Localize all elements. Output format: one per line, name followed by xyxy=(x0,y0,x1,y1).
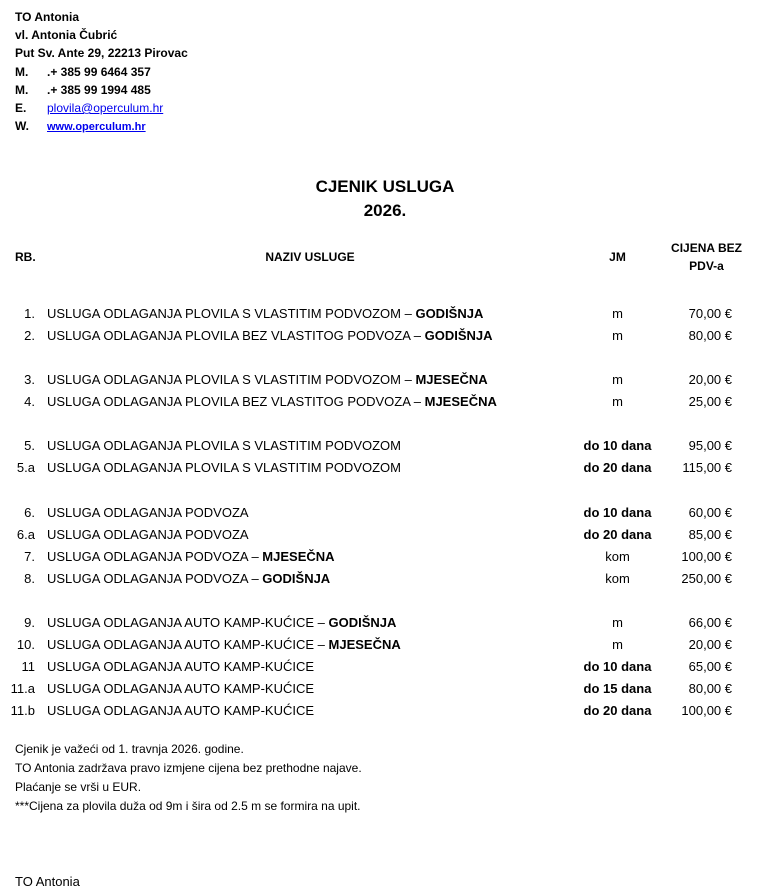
table-row xyxy=(0,436,762,456)
price: 60,00 € xyxy=(688,505,732,520)
table-row xyxy=(0,657,762,677)
service-period: GODIŠNJA xyxy=(424,328,493,343)
price: 85,00 € xyxy=(688,527,732,542)
service-name-text: USLUGA ODLAGANJA PODVOZA – xyxy=(47,549,263,564)
phone-2-label: M. xyxy=(15,82,29,97)
unit-of-measure: do 15 dana xyxy=(583,681,652,696)
column-header-rb: RB. xyxy=(15,250,36,264)
service-name xyxy=(47,326,493,346)
service-period: MJESEČNA xyxy=(415,372,488,387)
service-name xyxy=(47,657,314,677)
row-number: 8. xyxy=(24,571,35,586)
table-row xyxy=(0,679,762,699)
unit-of-measure: m xyxy=(612,615,623,630)
web-label: W. xyxy=(15,119,29,134)
phone-2 xyxy=(15,81,188,99)
note-large-vessels: ***Cijena za plovila duža od 9m i šira od 2.5 m se formira na upit. xyxy=(15,799,361,813)
price: 250,00 € xyxy=(681,571,732,586)
service-name xyxy=(47,304,483,324)
service-name xyxy=(47,701,314,721)
phone-1-number: .+ 385 99 6464 357 xyxy=(47,64,151,79)
row-number: 10. xyxy=(16,637,35,652)
price: 100,00 € xyxy=(681,703,732,718)
company-header xyxy=(15,8,188,136)
table-row xyxy=(0,613,762,633)
owner-name: vl. Antonia Čubrić xyxy=(15,28,118,43)
service-period: MJESEČNA xyxy=(262,549,335,564)
website-link[interactable]: www.operculum.hr xyxy=(47,121,146,134)
service-period: MJESEČNA xyxy=(424,394,497,409)
service-name-text: USLUGA ODLAGANJA AUTO KAMP-KUĆICE – xyxy=(47,637,329,652)
unit-of-measure: m xyxy=(612,306,623,321)
table-row xyxy=(0,547,762,567)
service-name xyxy=(47,679,314,699)
service-period: GODIŠNJA xyxy=(328,615,397,630)
unit-of-measure: do 10 dana xyxy=(583,659,652,674)
service-name xyxy=(47,392,497,412)
signature: TO Antonia xyxy=(15,874,80,889)
phone-1 xyxy=(15,63,188,81)
service-name xyxy=(47,436,401,456)
service-name-text: USLUGA ODLAGANJA PLOVILA BEZ VLASTITOG PODVOZA – xyxy=(47,328,425,343)
row-number: 6. xyxy=(24,505,35,520)
price: 20,00 € xyxy=(688,372,732,387)
service-name-text: USLUGA ODLAGANJA PLOVILA S VLASTITIM PODVOZOM – xyxy=(47,372,416,387)
table-row xyxy=(0,503,762,523)
service-name-text: USLUGA ODLAGANJA AUTO KAMP-KUĆICE xyxy=(47,681,315,696)
row-number: 6.a xyxy=(16,527,35,542)
unit-of-measure: m xyxy=(612,637,623,652)
row-number: 11.a xyxy=(10,681,35,696)
service-name-text: USLUGA ODLAGANJA AUTO KAMP-KUĆICE – xyxy=(47,615,329,630)
service-name xyxy=(47,370,488,390)
service-period: GODIŠNJA xyxy=(415,306,484,321)
row-number: 1. xyxy=(24,306,35,321)
document-year: 2026. xyxy=(363,201,407,220)
service-name-text: USLUGA ODLAGANJA PODVOZA xyxy=(47,505,249,520)
unit-of-measure: m xyxy=(612,394,623,409)
row-number: 11 xyxy=(21,659,35,674)
column-header-price xyxy=(655,239,758,275)
row-number: 7. xyxy=(24,549,35,564)
price: 115,00 € xyxy=(682,460,732,475)
price: 65,00 € xyxy=(688,659,732,674)
unit-of-measure: m xyxy=(612,328,623,343)
unit-of-measure: do 10 dana xyxy=(583,505,652,520)
note-payment: Plaćanje se vrši u EUR. xyxy=(15,780,142,794)
note-validity: Cjenik je važeći od 1. travnja 2026. godine. xyxy=(15,742,244,756)
service-name xyxy=(47,613,396,633)
service-name-text: USLUGA ODLAGANJA PLOVILA S VLASTITIM PODVOZOM xyxy=(47,438,401,453)
unit-of-measure: do 20 dana xyxy=(583,460,652,475)
column-header-price-line2: PDV-a xyxy=(689,259,724,273)
service-name-text: USLUGA ODLAGANJA PODVOZA xyxy=(47,527,249,542)
unit-of-measure: kom xyxy=(605,571,630,586)
company-address: Put Sv. Ante 29, 22213 Pirovac xyxy=(15,46,188,61)
company-name: TO Antonia xyxy=(15,10,79,24)
notes xyxy=(15,740,362,816)
email xyxy=(15,99,188,117)
table-row xyxy=(0,326,762,346)
service-name xyxy=(47,503,249,523)
unit-of-measure: m xyxy=(612,372,623,387)
row-number: 5. xyxy=(24,438,35,453)
column-header-name: NAZIV USLUGE xyxy=(265,250,355,264)
service-period: MJESEČNA xyxy=(328,637,401,652)
table-row xyxy=(0,701,762,721)
price: 100,00 € xyxy=(681,549,732,564)
table-row xyxy=(0,525,762,545)
table-row xyxy=(0,370,762,390)
service-name-text: USLUGA ODLAGANJA PLOVILA S VLASTITIM PODVOZOM xyxy=(47,460,401,475)
service-name xyxy=(47,635,401,655)
service-name-text: USLUGA ODLAGANJA PLOVILA S VLASTITIM PODVOZOM – xyxy=(47,306,416,321)
service-name xyxy=(47,547,335,567)
row-number: 3. xyxy=(24,372,35,387)
service-name xyxy=(47,458,401,478)
unit-of-measure: kom xyxy=(605,549,630,564)
service-name-text: USLUGA ODLAGANJA PLOVILA BEZ VLASTITOG PODVOZA – xyxy=(47,394,425,409)
table-row xyxy=(0,635,762,655)
email-label: E. xyxy=(15,101,27,116)
row-number: 11.b xyxy=(10,703,35,718)
service-name xyxy=(47,569,330,589)
unit-of-measure: do 10 dana xyxy=(583,438,652,453)
phone-2-number: .+ 385 99 1994 485 xyxy=(47,82,151,97)
price: 70,00 € xyxy=(688,306,732,321)
column-header-price-line1: CIJENA BEZ xyxy=(671,241,742,255)
note-price-change: TO Antonia zadržava pravo izmjene cijena bez prethodne najave. xyxy=(15,761,362,775)
row-number: 4. xyxy=(24,394,35,409)
website xyxy=(15,117,188,136)
table-row xyxy=(0,458,762,478)
price: 66,00 € xyxy=(688,615,732,630)
row-number: 9. xyxy=(24,615,35,630)
table-row xyxy=(0,569,762,589)
unit-of-measure: do 20 dana xyxy=(583,527,652,542)
price: 95,00 € xyxy=(688,438,732,453)
table-row xyxy=(0,392,762,412)
price: 20,00 € xyxy=(688,637,732,652)
document-title-block xyxy=(0,175,762,223)
phone-1-label: M. xyxy=(15,64,29,79)
service-name-text: USLUGA ODLAGANJA AUTO KAMP-KUĆICE xyxy=(47,659,315,674)
service-name xyxy=(47,525,249,545)
unit-of-measure: do 20 dana xyxy=(583,703,652,718)
price: 80,00 € xyxy=(688,681,732,696)
document-title: CJENIK USLUGA xyxy=(315,177,455,196)
service-period: GODIŠNJA xyxy=(262,571,331,586)
email-link[interactable]: plovila@operculum.hr xyxy=(47,101,164,116)
service-name-text: USLUGA ODLAGANJA AUTO KAMP-KUĆICE xyxy=(47,703,315,718)
table-row xyxy=(0,304,762,324)
price: 25,00 € xyxy=(688,394,732,409)
service-name-text: USLUGA ODLAGANJA PODVOZA – xyxy=(47,571,263,586)
column-header-jm: JM xyxy=(609,250,626,264)
row-number: 2. xyxy=(24,328,35,343)
price: 80,00 € xyxy=(688,328,732,343)
row-number: 5.a xyxy=(16,460,35,475)
